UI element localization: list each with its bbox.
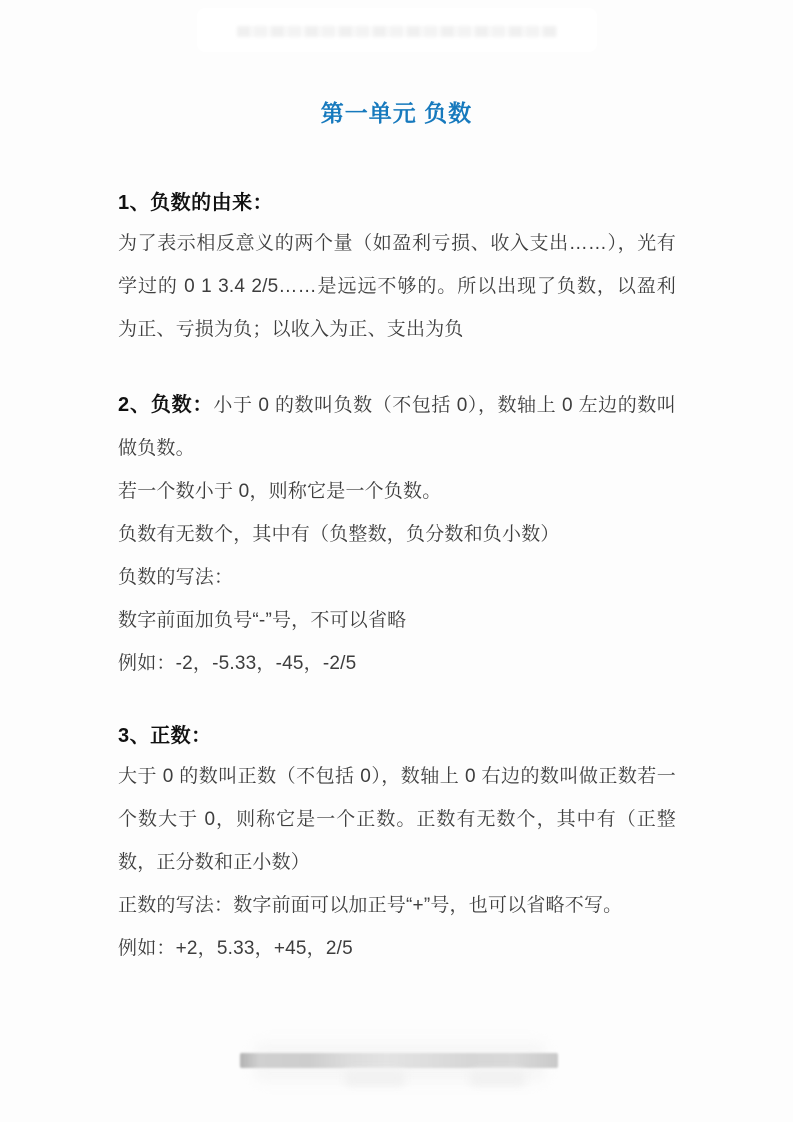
watermark-blur-text xyxy=(237,26,557,37)
section-2-lead-text: 小于 0 的数叫负数（不包括 0），数轴上 0 左边的数叫做负数。 xyxy=(118,395,677,459)
bottom-redaction-blob xyxy=(470,1070,525,1086)
document-content xyxy=(0,188,793,970)
section-3-paragraph-definition: 大于 0 的数叫正数（不包括 0），数轴上 0 右边的数叫做正数若一个数大于 0，则称它是一个正数。正数有无数个，其中有（正整数，正分数和正小数） xyxy=(118,766,676,873)
section-2-line-writing-label: 负数的写法： xyxy=(118,567,234,588)
section-3-heading: 3、正数： xyxy=(118,725,212,747)
section-1-heading: 1、负数的由来： xyxy=(118,192,274,214)
section-positive-definition xyxy=(118,721,676,970)
section-1-paragraph: 为了表示相反意义的两个量（如盈利亏损、收入支出……），光有学过的 0 1 3.4 2/5……是远远不够的。所以出现了负数，以盈利为正、亏损为负；以收入为正、支出为负 xyxy=(118,233,676,340)
section-2-line-examples: 例如：-2，-5.33，-45，-2/5 xyxy=(118,653,357,674)
section-3-line-writing-rule: 正数的写法：数字前面可以加正号“+”号，也可以省略不写。 xyxy=(118,895,623,916)
section-2-line-kinds: 负数有无数个，其中有（负整数，负分数和负小数） xyxy=(118,524,560,545)
section-2-lead-paragraph xyxy=(118,384,676,470)
top-watermark xyxy=(197,8,597,52)
section-3-line-examples: 例如：+2，5.33，+45，2/5 xyxy=(118,938,353,959)
section-2-line-writing-rule: 数字前面加负号“-”号，不可以省略 xyxy=(118,610,407,631)
bottom-redaction-blob xyxy=(345,1070,405,1086)
section-2-heading-inline: 2、负数： xyxy=(118,394,214,416)
section-negative-origin xyxy=(118,188,676,351)
document-title: 第一单元 负数 xyxy=(320,100,473,126)
section-negative-definition xyxy=(118,384,676,685)
section-2-line-definition: 若一个数小于 0，则称它是一个负数。 xyxy=(118,481,442,502)
bottom-redaction-bar xyxy=(240,1053,558,1068)
